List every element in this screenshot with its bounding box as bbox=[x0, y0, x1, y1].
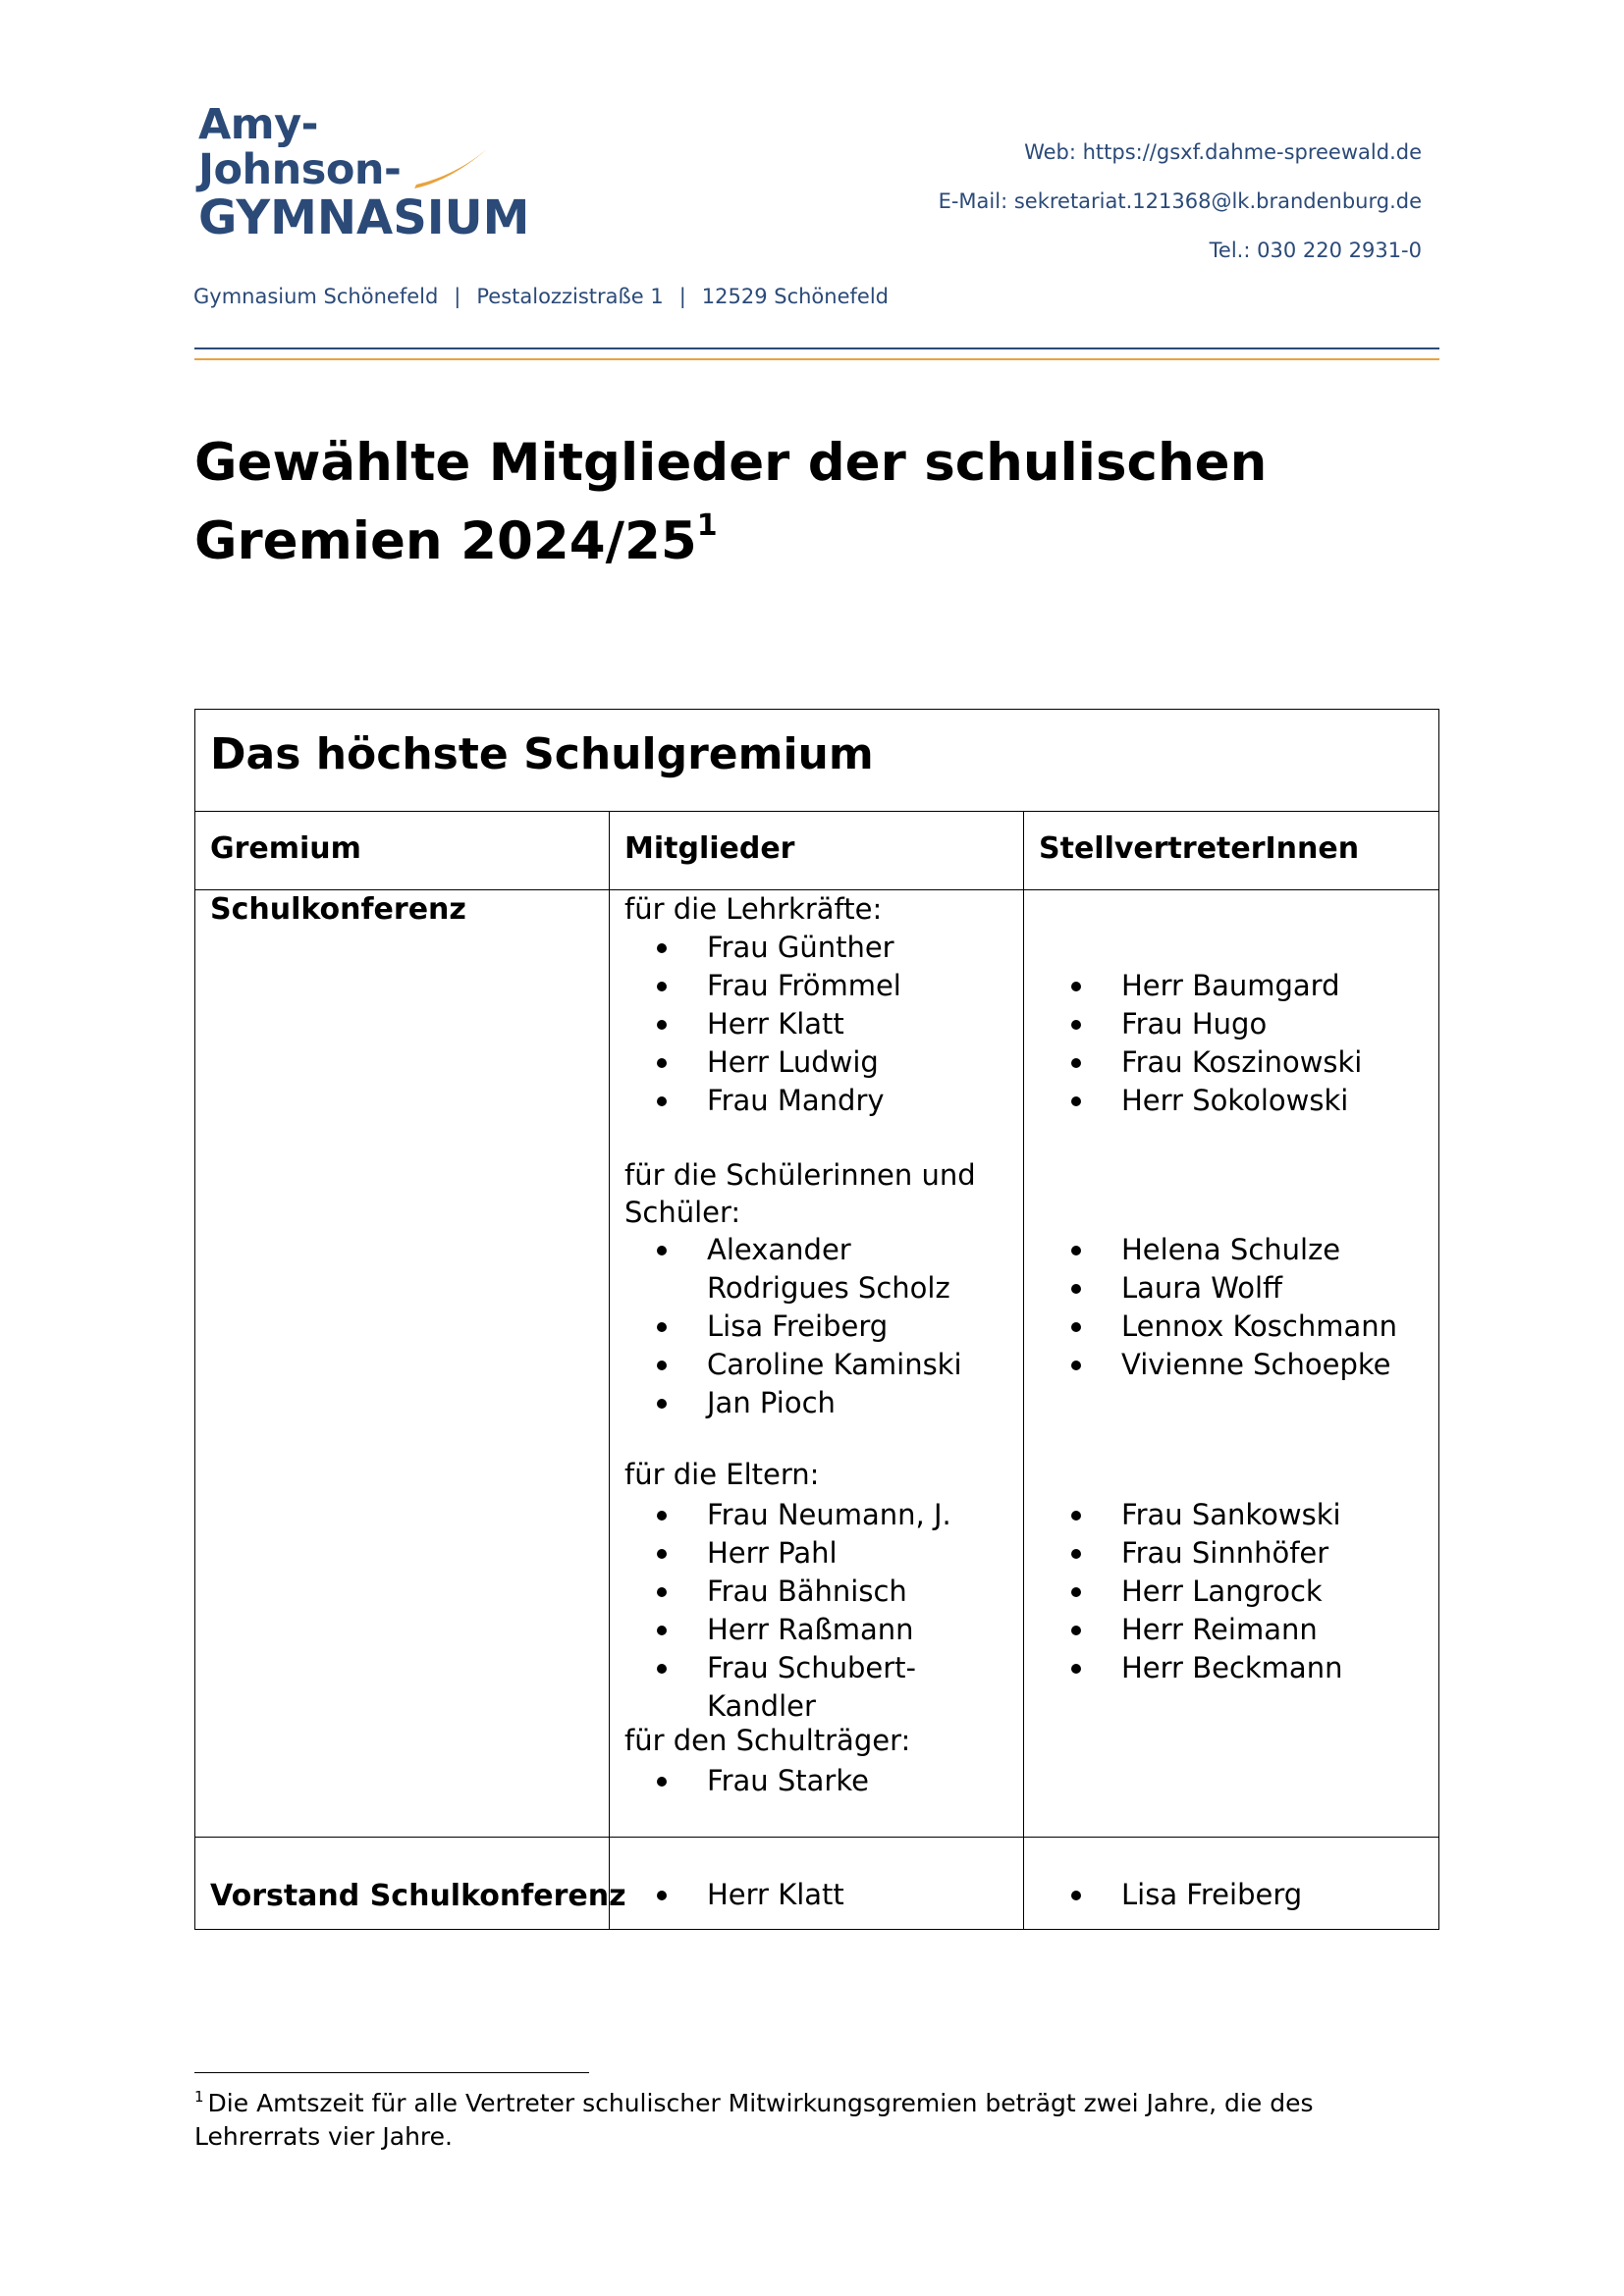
list-item: Frau Günther bbox=[609, 929, 1021, 967]
address-city: 12529 Schönefeld bbox=[701, 285, 889, 308]
list-item: Laura Wolff bbox=[1023, 1269, 1416, 1308]
table-divider bbox=[195, 811, 1438, 812]
group-label-school-authority: für den Schulträger: bbox=[624, 1724, 911, 1757]
member-list-students bbox=[609, 1231, 1021, 1422]
list-item: Frau Hugo bbox=[1023, 1005, 1416, 1043]
header-rule-orange bbox=[194, 358, 1439, 360]
list-item: Herr Klatt bbox=[609, 1005, 1021, 1043]
logo-line-2: Johnson- bbox=[198, 145, 402, 194]
member-list-teachers bbox=[609, 929, 1021, 1120]
deputy-list-teachers bbox=[1023, 967, 1416, 1120]
list-item: Herr Pahl bbox=[609, 1534, 1021, 1573]
phone-text: Tel.: 030 220 2931-0 bbox=[1209, 239, 1422, 262]
list-item: Frau Schubert-Kandler bbox=[609, 1649, 1021, 1726]
address-line bbox=[193, 285, 889, 308]
column-header-mitglieder: Mitglieder bbox=[624, 831, 795, 866]
column-header-stellvertreter: StellvertreterInnen bbox=[1039, 831, 1360, 866]
list-item: Alexander Rodrigues Scholz bbox=[609, 1231, 972, 1308]
list-item: Frau Sankowski bbox=[1023, 1496, 1416, 1534]
email-text: E-Mail: sekretariat.121368@lk.brandenburg.de bbox=[938, 189, 1422, 213]
address-separator: | bbox=[454, 285, 461, 308]
list-item: Frau Starke bbox=[609, 1762, 1021, 1800]
list-item: Frau Bähnisch bbox=[609, 1573, 1021, 1611]
address-street: Pestalozzistraße 1 bbox=[476, 285, 664, 308]
row-label-schulkonferenz: Schulkonferenz bbox=[210, 892, 466, 927]
page-title bbox=[194, 424, 1402, 581]
group-label-parents: für die Eltern: bbox=[624, 1458, 820, 1491]
list-item: Herr Reimann bbox=[1023, 1611, 1416, 1649]
group-label-students: für die Schülerinnen und Schüler: bbox=[624, 1158, 976, 1229]
list-item: Herr Ludwig bbox=[609, 1043, 1021, 1082]
member-list-school-authority bbox=[609, 1762, 1021, 1800]
table-divider bbox=[195, 1837, 1438, 1838]
list-item: Vivienne Schoepke bbox=[1023, 1346, 1416, 1384]
footnote bbox=[194, 2087, 1412, 2154]
list-item: Frau Sinnhöfer bbox=[1023, 1534, 1416, 1573]
list-item: Helena Schulze bbox=[1023, 1231, 1416, 1269]
address-school: Gymnasium Schönefeld bbox=[193, 285, 439, 308]
list-item: Jan Pioch bbox=[609, 1384, 1021, 1422]
list-item: Lennox Koschmann bbox=[1023, 1308, 1416, 1346]
list-item: Frau Koszinowski bbox=[1023, 1043, 1416, 1082]
footnote-rule bbox=[194, 2072, 589, 2073]
row-label-vorstand: Vorstand Schulkonferenz bbox=[210, 1879, 626, 1913]
list-item: Caroline Kaminski bbox=[609, 1346, 1021, 1384]
list-item: Herr Klatt bbox=[609, 1876, 1021, 1914]
logo-swoosh-icon bbox=[412, 145, 491, 194]
website-text: Web: https://gsxf.dahme-spreewald.de bbox=[1024, 140, 1422, 164]
list-item: Frau Mandry bbox=[609, 1082, 1021, 1120]
list-item: Herr Langrock bbox=[1023, 1573, 1416, 1611]
list-item: Lisa Freiberg bbox=[1023, 1876, 1416, 1914]
title-footnote-mark: 1 bbox=[696, 508, 718, 543]
table-title: Das höchste Schulgremium bbox=[210, 729, 874, 779]
logo-line-3: GYMNASIUM bbox=[198, 190, 530, 245]
footnote-mark: 1 bbox=[194, 2088, 204, 2106]
contact-block bbox=[939, 128, 1422, 275]
list-item: Herr Sokolowski bbox=[1023, 1082, 1416, 1120]
list-item: Frau Neumann, J. bbox=[609, 1496, 1021, 1534]
logo-line-1: Amy- bbox=[198, 100, 318, 149]
deputy-list-vorstand bbox=[1023, 1876, 1416, 1914]
school-logo bbox=[198, 102, 552, 249]
list-item: Lisa Freiberg bbox=[609, 1308, 1021, 1346]
list-item: Frau Frömmel bbox=[609, 967, 1021, 1005]
group-label-teachers: für die Lehrkräfte: bbox=[624, 892, 883, 926]
table-divider bbox=[195, 889, 1438, 890]
deputy-list-students bbox=[1023, 1231, 1416, 1384]
list-item: Herr Raßmann bbox=[609, 1611, 1021, 1649]
member-list-parents bbox=[609, 1496, 1021, 1726]
list-item: Herr Beckmann bbox=[1023, 1649, 1416, 1687]
committee-table bbox=[194, 709, 1439, 1930]
page-title-text: Gewählte Mitglieder der schulischen Gremien 2024/25 bbox=[194, 433, 1268, 571]
member-list-vorstand bbox=[609, 1876, 1021, 1914]
header-rule-blue bbox=[194, 347, 1439, 349]
footnote-text: Die Amtszeit für alle Vertreter schulischer Mitwirkungsgremien beträgt zwei Jahre, die des Lehrerrats vier Jahre. bbox=[194, 2089, 1314, 2151]
column-header-gremium: Gremium bbox=[210, 831, 361, 866]
list-item: Herr Baumgard bbox=[1023, 967, 1416, 1005]
address-separator: | bbox=[678, 285, 686, 308]
deputy-list-parents bbox=[1023, 1496, 1416, 1687]
